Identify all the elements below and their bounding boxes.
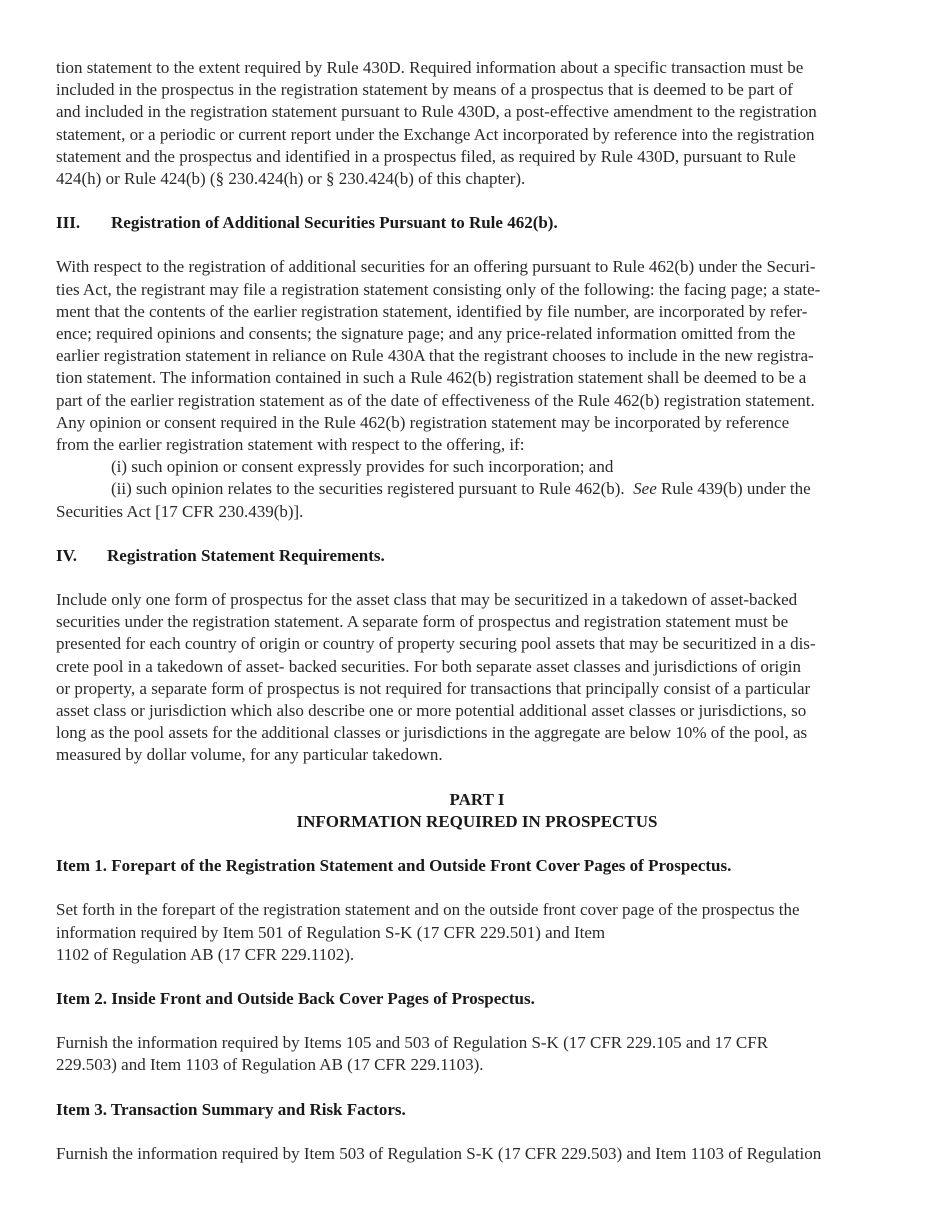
intro-line: statement and the prospectus and identified in a prospectus filed, as required by Rule 430D, pursuant to Rule <box>56 146 796 166</box>
section-iii-item-ii <box>56 478 898 500</box>
section-iv-line: Include only one form of prospectus for the asset class that may be securitized in a takedown of asset-backed <box>56 590 798 610</box>
item-2-heading: Item 2. Inside Front and Outside Back Cover Pages of Prospectus. <box>56 988 535 1008</box>
intro-line: statement, or a periodic or current report under the Exchange Act incorporated by reference into the registration <box>56 124 815 144</box>
section-iii-line: part of the earlier registration statement as of the date of effectiveness of the Rule 462(b) registration statement. <box>56 390 815 410</box>
item-ii-see: See <box>633 479 657 499</box>
section-iv-heading <box>56 545 898 567</box>
section-iv-line: presented for each country of origin or country of property securing pool assets that may be securitized in a dis- <box>56 634 816 654</box>
intro-line: included in the prospectus in the registration statement by means of a prospectus that is deemed to be part of <box>56 80 793 100</box>
section-iii-line: ence; required opinions and consents; the signature page; and any price-related information omitted from the <box>56 324 796 344</box>
section-iii-item-i: (i) such opinion or consent expressly provides for such incorporation; and <box>111 457 614 477</box>
item-2-line: 229.503) and Item 1103 of Regulation AB (17 CFR 229.1103). <box>56 1055 484 1075</box>
section-iii-line: ties Act, the registrant may file a registration statement consisting only of the following: the facing page; a state- <box>56 279 821 299</box>
part-i-label: PART I <box>449 789 505 809</box>
section-iv-number: IV. <box>56 545 77 565</box>
intro-line: 424(h) or Rule 424(b) (§ 230.424(h) or § 230.424(b) of this chapter). <box>56 169 526 189</box>
section-iii-body <box>56 256 898 522</box>
item-2-line: Furnish the information required by Items 105 and 503 of Regulation S-K (17 CFR 229.105 and 17 CFR <box>56 1033 769 1053</box>
section-iv-title: Registration Statement Requirements. <box>107 545 385 565</box>
section-iv-line: crete pool in a takedown of asset- backed securities. For both separate asset classes and jurisdictions of origin <box>56 656 801 676</box>
section-iii-heading <box>56 212 898 234</box>
section-iv-line: measured by dollar volume, for any particular takedown. <box>56 745 443 765</box>
part-i-heading <box>56 789 898 833</box>
item-ii-rule: Rule 439(b) under the <box>656 479 811 499</box>
item-3-body <box>56 1143 898 1165</box>
item-1-line: 1102 of Regulation AB (17 CFR 229.1102). <box>56 944 355 964</box>
item-1-line: Set forth in the forepart of the registration statement and on the outside front cover page of the prospectus the <box>56 900 800 920</box>
section-iii-line: tion statement. The information contained in such a Rule 462(b) registration statement shall be deemed to be a <box>56 368 807 388</box>
section-iii-line: ment that the contents of the earlier registration statement, identified by file number, are incorporated by refer- <box>56 301 808 321</box>
item-1-line: information required by Item 501 of Regulation S-K (17 CFR 229.501) and Item <box>56 922 606 942</box>
section-iii-line: earlier registration statement in reliance on Rule 430A that the registrant chooses to include in the new registra- <box>56 346 814 366</box>
intro-line: tion statement to the extent required by Rule 430D. Required information about a specific transaction must be <box>56 58 804 77</box>
section-iii-line: from the earlier registration statement with respect to the offering, if: <box>56 435 525 455</box>
section-iv-line: or property, a separate form of prospectus is not required for transactions that principally consist of a particular <box>56 678 811 698</box>
item-2-body <box>56 1032 898 1076</box>
item-3-line: Furnish the information required by Item 503 of Regulation S-K (17 CFR 229.503) and Item 1103 of Regulation <box>56 1143 822 1163</box>
section-iii-line: With respect to the registration of additional securities for an offering pursuant to Rule 462(b) under the Securi- <box>56 257 816 277</box>
section-iv-line: securities under the registration statement. A separate form of prospectus and registration statement must be <box>56 612 789 632</box>
intro-line: and included in the registration statement pursuant to Rule 430D, a post-effective amendment to the registration <box>56 102 817 122</box>
item-3-heading: Item 3. Transaction Summary and Risk Factors. <box>56 1099 406 1119</box>
intro-paragraph <box>56 57 898 190</box>
item-1-body <box>56 899 898 966</box>
part-i-title: INFORMATION REQUIRED IN PROSPECTUS <box>296 811 658 831</box>
item-ii-text: (ii) such opinion relates to the securities registered pursuant to Rule 462(b). <box>111 479 634 499</box>
section-iii-item-ii-line2: Securities Act [17 CFR 230.439(b)]. <box>56 501 304 521</box>
section-iv-body <box>56 589 898 767</box>
section-iv-line: long as the pool assets for the additional classes or jurisdictions in the aggregate are below 10% of the pool, as <box>56 723 808 743</box>
document-page <box>56 57 898 1165</box>
section-iii-line: Any opinion or consent required in the Rule 462(b) registration statement may be incorporated by reference <box>56 412 790 432</box>
section-iii-number: III. <box>56 213 81 233</box>
item-1-heading: Item 1. Forepart of the Registration Statement and Outside Front Cover Pages of Prospectus. <box>56 856 732 876</box>
section-iii-title: Registration of Additional Securities Pursuant to Rule 462(b). <box>111 213 558 233</box>
section-iv-line: asset class or jurisdiction which also describe one or more potential additional asset classes or jurisdictions, so <box>56 701 807 721</box>
